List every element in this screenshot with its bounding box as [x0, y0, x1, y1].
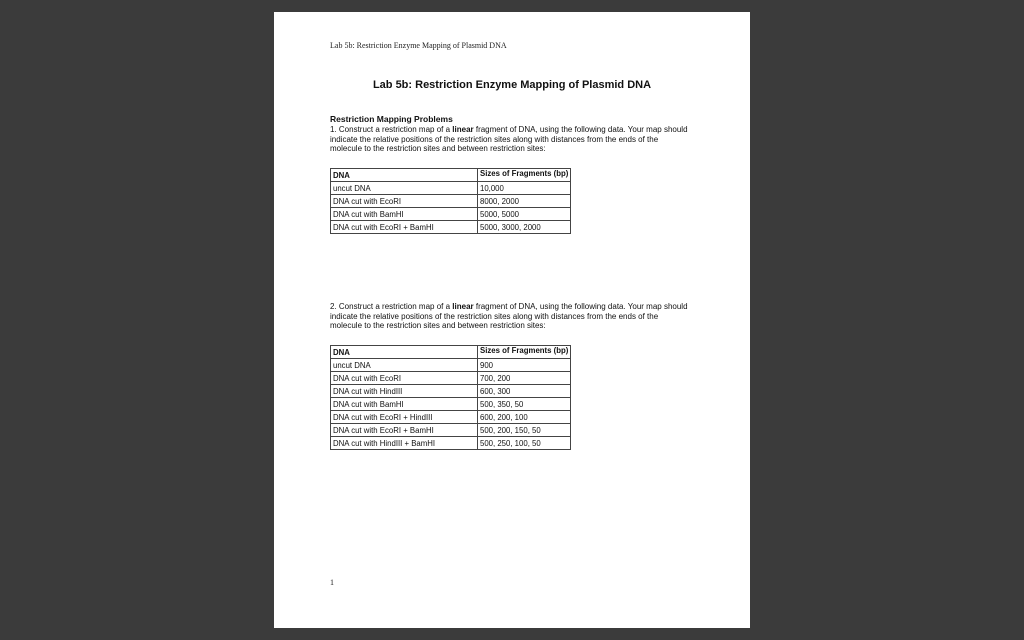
page-title: Lab 5b: Restriction Enzyme Mapping of Plasmid DNA [372, 79, 652, 91]
running-head: Lab 5b: Restriction Enzyme Mapping of Plasmid DNA [330, 41, 507, 50]
cell-dna: DNA cut with HindIII [331, 385, 478, 398]
cell-sizes: 600, 300 [478, 385, 571, 398]
cell-dna: DNA cut with EcoRI + BamHI [331, 221, 478, 234]
header-sizes: Sizes of Fragments (bp) [478, 169, 571, 182]
problem-2-text [330, 302, 692, 331]
cell-sizes: 500, 350, 50 [478, 398, 571, 411]
cell-dna: uncut DNA [331, 359, 478, 372]
cell-dna: DNA cut with BamHI [331, 208, 478, 221]
problem-2-bold: linear [452, 302, 474, 311]
problem-2-table [330, 345, 571, 450]
cell-sizes: 900 [478, 359, 571, 372]
problem-2-prefix: 2. Construct a restriction map of a [330, 302, 453, 311]
table-row [331, 208, 571, 221]
header-sizes: Sizes of Fragments (bp) [478, 346, 571, 359]
table-row [331, 182, 571, 195]
problem-1-text [330, 125, 692, 154]
cell-sizes: 8000, 2000 [478, 195, 571, 208]
section-title: Restriction Mapping Problems [330, 114, 453, 124]
table-header-row [331, 169, 571, 182]
page-number: 1 [330, 578, 334, 587]
cell-sizes: 500, 200, 150, 50 [478, 424, 571, 437]
table-row [331, 195, 571, 208]
table-row [331, 411, 571, 424]
table-row [331, 398, 571, 411]
cell-dna: DNA cut with BamHI [331, 398, 478, 411]
table-row [331, 359, 571, 372]
table-header-row [331, 346, 571, 359]
cell-sizes: 600, 200, 100 [478, 411, 571, 424]
table-row [331, 424, 571, 437]
problem-2-suffix: fragment of DNA, using the following data. Your map should indicate the relative positions of the restriction sites along with distances from the ends of the molecule to the restriction sites and between restriction sites: [330, 302, 688, 330]
cell-sizes: 5000, 3000, 2000 [478, 221, 571, 234]
cell-dna: DNA cut with EcoRI [331, 372, 478, 385]
table-row [331, 385, 571, 398]
problem-1-table [330, 168, 571, 234]
document-page [274, 12, 750, 628]
cell-sizes: 10,000 [478, 182, 571, 195]
cell-dna: DNA cut with EcoRI + BamHI [331, 424, 478, 437]
cell-sizes: 700, 200 [478, 372, 571, 385]
cell-sizes: 500, 250, 100, 50 [478, 437, 571, 450]
cell-dna: DNA cut with HindIII + BamHI [331, 437, 478, 450]
cell-sizes: 5000, 5000 [478, 208, 571, 221]
header-dna: DNA [331, 169, 478, 182]
cell-dna: DNA cut with EcoRI [331, 195, 478, 208]
header-dna: DNA [331, 346, 478, 359]
table-row [331, 437, 571, 450]
problem-1-prefix: 1. Construct a restriction map of a [330, 125, 453, 134]
cell-dna: uncut DNA [331, 182, 478, 195]
problem-1-bold: linear [452, 125, 474, 134]
table-row [331, 221, 571, 234]
cell-dna: DNA cut with EcoRI + HindIII [331, 411, 478, 424]
table-row [331, 372, 571, 385]
problem-1-suffix: fragment of DNA, using the following data. Your map should indicate the relative positions of the restriction sites along with distances from the ends of the molecule to the restriction sites and between restriction sites: [330, 125, 688, 153]
